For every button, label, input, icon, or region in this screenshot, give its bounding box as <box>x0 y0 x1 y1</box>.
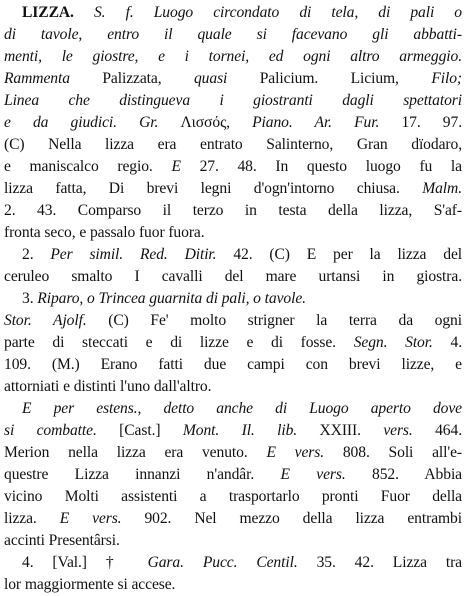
text-line <box>22 398 462 420</box>
text-line <box>4 90 462 112</box>
text-segment: 17. 97. <box>379 114 462 131</box>
text-line <box>22 288 462 310</box>
text-segment: 902. Nel mezzo della lizza entrambi <box>121 510 462 527</box>
text-segment: 4. [Val.] † <box>22 554 148 571</box>
text-segment <box>74 4 94 21</box>
text-segment: lor maggiormente si accese. <box>4 576 176 593</box>
text-segment: (C) Fe' molto strigner la terra da ogni <box>86 312 462 329</box>
text-segment: Λισσός, <box>158 114 253 131</box>
text-line <box>4 178 462 200</box>
text-line <box>22 244 462 266</box>
text-line <box>22 2 462 24</box>
text-segment: vicino Molti assistenti a trasportarlo pronti Fuor della <box>4 488 462 505</box>
text-segment: Stor. Ajolf. <box>4 312 87 329</box>
text-segment: ceruleo smalto I cavalli del mare urtansi in giostra. <box>4 268 462 285</box>
text-segment: Palizzata, <box>69 70 194 87</box>
text-segment: E vers. <box>280 466 346 483</box>
text-segment: Mont. Il. lib. <box>182 422 298 439</box>
text-segment: (C) Nella lizza era entrato Salinterno, Gran dïodaro, <box>4 136 462 153</box>
text-segment: E vers. <box>266 444 325 461</box>
text-segment: Piano. Ar. Fur. <box>252 114 380 131</box>
text-line <box>4 200 462 222</box>
text-segment: 35. 42. Lizza tra <box>297 554 462 571</box>
text-segment: 27. 48. In questo luogo fu la <box>180 158 462 175</box>
text-segment: 2. 43. Comparso il terzo in testa della lizza, S'af- <box>4 202 462 219</box>
text-line <box>4 310 462 332</box>
text-segment: 2. <box>22 246 51 263</box>
text-segment: di tavole, entro il quale si facevano gli abbatti- <box>4 26 462 43</box>
text-segment: LIZZA. <box>22 4 74 21</box>
text-line <box>4 134 462 156</box>
text-line <box>4 442 462 464</box>
text-segment: Malm. <box>422 180 462 197</box>
text-line <box>4 530 462 552</box>
text-segment: e maniscalco regio. <box>4 158 172 175</box>
text-segment: menti, le giostre, e i tornei, ed ogni altro armeggio. <box>4 48 462 65</box>
text-segment: 4. <box>432 334 462 351</box>
text-segment: Filo; <box>431 70 462 87</box>
text-segment: fronta seco, e passalo fuor fuora. <box>4 224 205 241</box>
text-line <box>4 156 462 178</box>
text-segment: E <box>171 158 181 175</box>
text-segment: 3. <box>22 290 38 307</box>
text-segment: 109. (M.) Erano fatti due campi con brevi lizze, e <box>4 356 462 373</box>
text-segment: E per estens., detto anche di Luogo aperto dove <box>22 400 462 417</box>
text-segment: lizza. <box>4 510 60 527</box>
text-segment: parte di steccati e di lizze e di fosse. <box>4 334 354 351</box>
text-segment: Gara. Pucc. Centil. <box>147 554 298 571</box>
text-line <box>4 464 462 486</box>
text-segment: Palicium. Licium, <box>227 70 432 87</box>
text-segment: 808. Soli all'e- <box>324 444 462 461</box>
text-line <box>4 486 462 508</box>
text-line <box>4 46 462 68</box>
text-line <box>22 552 462 574</box>
text-segment: Merion nella lizza era venuto. <box>4 444 267 461</box>
text-segment: attorniati e distinti l'uno dall'altro. <box>4 378 212 395</box>
text-segment: lizza fatta, Di brevi legni d'ogn'intorno chiusa. <box>4 180 423 197</box>
text-line <box>4 112 462 134</box>
text-line <box>4 420 462 442</box>
text-line <box>4 376 462 398</box>
text-segment: vers. <box>383 422 413 439</box>
text-segment: Segn. Stor. <box>353 334 433 351</box>
text-line <box>4 24 462 46</box>
text-segment: Rammenta <box>4 70 70 87</box>
text-segment: 42. (C) E per la lizza del <box>216 246 462 263</box>
text-segment: questre Lizza innanzi n'andâr. <box>4 466 281 483</box>
text-segment: 852. Abbia <box>345 466 462 483</box>
text-segment: e da giudici. Gr. <box>4 114 159 131</box>
text-line <box>4 266 462 288</box>
text-segment: Linea che distingueva i giostranti dagli spettatori <box>4 92 462 109</box>
text-line <box>4 222 462 244</box>
text-segment: Per simil. Red. Ditir. <box>50 246 217 263</box>
text-segment: si combatte. <box>4 422 97 439</box>
text-segment: accinti Presentârsi. <box>4 532 120 549</box>
text-segment: Riparo, o Trincea guarnita di pali, o tavole. <box>37 290 306 307</box>
text-segment: S. f. Luogo circondato di tela, di pali o <box>93 4 462 21</box>
text-line <box>4 354 462 376</box>
text-segment: E vers. <box>59 510 122 527</box>
text-line <box>4 574 462 596</box>
text-line <box>4 332 462 354</box>
text-segment: [Cast.] <box>96 422 183 439</box>
text-line <box>4 68 462 90</box>
text-segment: quasi <box>193 70 228 87</box>
text-segment: 464. <box>412 422 462 439</box>
text-line <box>4 508 462 530</box>
text-segment: XXIII. <box>297 422 384 439</box>
